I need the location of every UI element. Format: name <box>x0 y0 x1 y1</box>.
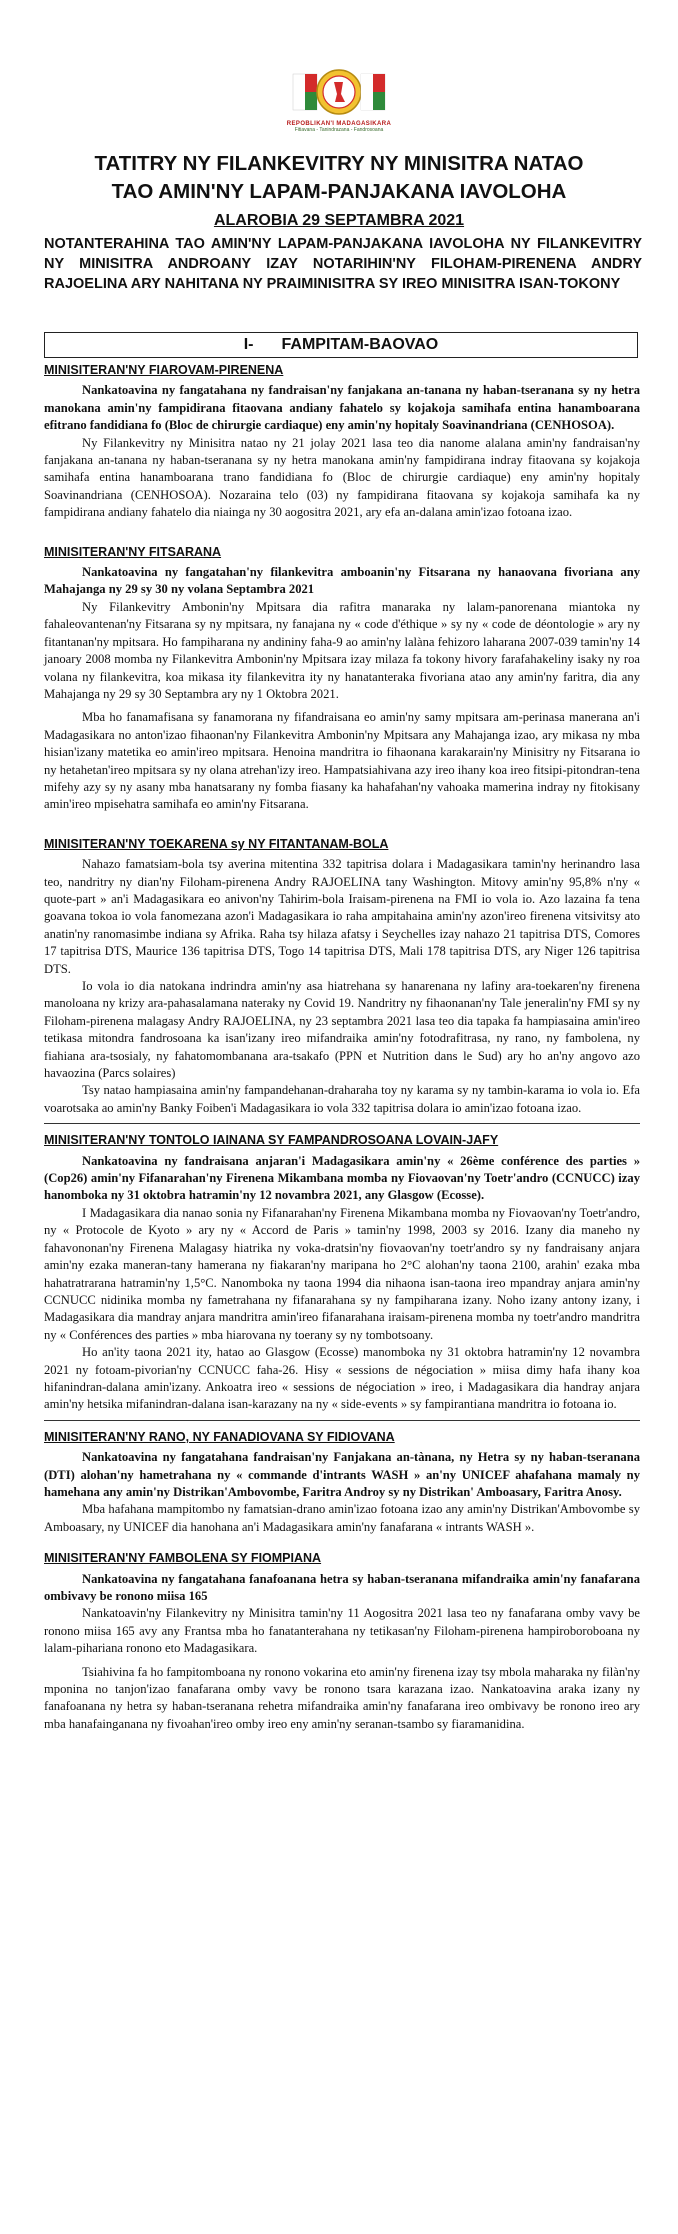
decision-lead: Nankatoavina ny fangatahan'ny filankevitra amboanin'ny Fitsarana ny hanaovana fivoriana any Mahajanga ny 29 sy 30 ny volana Septambra 2021 <box>44 565 640 597</box>
ministry-heading: MINISITERAN'NY RANO, NY FANADIOVANA SY FIDIOVANA <box>44 1429 395 1444</box>
ministry-block-defense <box>44 362 640 522</box>
decision-lead: Nankatoavina ny fangatahana fanafoanana hetra sy haban-tseranana mifandraika amin'ny fanafarana ombivavy be ronono miisa 165 <box>44 1571 640 1603</box>
ministry-block-environment <box>44 1132 640 1414</box>
ministry-block-justice <box>44 544 640 814</box>
decision-lead: Nankatoavina ny fandraisana anjaran'i Madagasikara amin'ny « 26ème conférence des parties » (Cop26) amin'ny Fifanarahan'ny Firenena Mikambana momba ny Fiovaovan'ny Toetr'andro (CCNUCC) izay hanomboka ny 31 oktobra hatramin'ny 12 novambra 2021, any Glasgow (Ecosse). <box>44 1153 640 1203</box>
intro-statement: NOTANTERAHINA TAO AMIN'NY LAPAM-PANJAKANA IAVOLOHA NY FILANKEVITRY NY MINISITRA ANDROANY IZAY NOTARIHIN'NY FILOHAM-PIRENENA ANDRY RAJOELINA ARY NAHITANA NY PRAIMINISITRA SY IREO MINISITRA ISAN-TOKONY <box>44 236 642 292</box>
ministry-heading: MINISITERAN'NY FAMBOLENA SY FIOMPIANA <box>44 1551 322 1566</box>
body-paragraph: I Madagasikara dia nanao sonia ny Fifanarahan'ny Firenena Mikambana momba ny Fiovaovan'ny Toetr'andro, ny « Protocole de Kyoto » ary ny « Accord de Paris » tamin'ny 1998, 2003 sy 2016. Izany dia maneho ny fahavononan'ny Firenena Malagasy hiatrika ny voka-dratsin'ny fiovaovan'ny toetr'andro sy ny fandraisany anjara amin'ny ezaka maneran-tany hamerana ny fiakaran'ny maripana ho 2°C alohan'ny taona 2100, arahin' ezaka mba hahatratrarana hatramin'ny 1,5°C. Nanomboka ny taona 1994 dia nihaona isan-taona ireo mpandray anjara amin'ny CCNUCC nidinika momba ny fametrahana ny fifanarahana sy ny fampiharana izany. Noho izany antony izany, i Madagasikara dia mandray anjara mandritra amin'ireo fifanarahana iraisam-pirenena momba ny toetr'andro mandritra ny « Conférences des parties » mba hiarovana ny toerany sy ny tombotsoany. <box>44 1205 640 1342</box>
ministry-list <box>44 362 640 1733</box>
page-title <box>40 150 638 206</box>
section-number: I- <box>243 336 254 353</box>
body-paragraph: Nahazo famatsiam-bola tsy averina mitentina 332 tapitrisa dolara i Madagasikara tamin'ny herinandro lasa teo, nandritry ny dian'ny Filoham-pirenena Andry RAJOELINA tany Washington. Mitovy amin'ny 95,8% n'ny « quote-part » an'i Madagasikara eo anivon'ny Tahirim-bola Iraisam-pirenena na FMI io vola io. Azo lazaina fa tena goavana tokoa io vola fanomezana azon'i Madagasikara io raha ampitahaina amin'ny azon'ireo firenena vitsivitsy ato anatin'ny ranomasimbe indiana sy Afrika. Raha tsy hilaza afatsy i Seychelles izay nahazo 21 tapitrisa DTS, Comores 17 tapitrisa DTS, Maurice 136 tapitrisa DTS, Togo 14 tapitrisa DTS, Mali 178 tapitrisa DTS, ary Niger 126 tapitrisa DTS. <box>44 857 640 976</box>
ministry-block-water <box>44 1429 640 1536</box>
body-paragraph: Tsy natao hampiasaina amin'ny fampandehanan-draharaha toy ny karama sy ny tambin-karama io vola io. Efa voarotsaka ao amin'ny Banky Foiben'i Madagasikara io vola 332 tapitrisa dolara io amin'izao fotoana izao. <box>44 1083 640 1115</box>
section-title: FAMPITAM-BAOVAO <box>281 336 439 353</box>
republic-name: REPOBLIKAN'I MADAGASIKARA <box>286 121 392 127</box>
meeting-date <box>40 212 638 230</box>
body-paragraph: Ho an'ity taona 2021 ity, hatao ao Glasgow (Ecosse) manomboka ny 31 oktobra hatramin'ny 12 novambra 2021 ny fotoam-pivorian'ny CCNUCC faha-26. Hisy « sessions de négociation » miisa dimy hafa ihany koa hifanindran-dalana amin'izany. Ankoatra ireo « sessions de négociation » ireo, i Madagasikara dia handray anjara amin'ny hetsika mifanindran-dalana isan-karazany na ny « side-events » sy fampirantiana mandritra io fotoana io. <box>44 1345 640 1412</box>
body-paragraph: Tsiahivina fa ho fampitomboana ny ronono vokarina eto amin'ny firenena izay tsy mbola maharaka ny filàn'ny mponina no tanjon'izao fanafarana omby vavy be ronono tsara karazana izao. Nankatoavina araka izany ny fanafoanana ny hetra sy haban-tseranana rehetra mifandraika amin'ny fanafarana ireo ombivavy be ronono ireo ary mba hanafainganana ny fivoahan'ireo omby ireo eny amin'ny seranan-tsambo sy fiaramanidina. <box>44 1664 640 1731</box>
section-heading <box>44 332 638 358</box>
title-line-1: TATITRY NY FILANKEVITRY NY MINISITRA NATAO <box>94 152 584 175</box>
date-text: ALAROBIA 29 SEPTAMBRA 2021 <box>213 212 465 229</box>
decision-lead: Nankatoavina ny fangatahana fandraisan'ny Fanjakana an-tànana, ny Hetra sy ny haban-tseranana (DTI) alohan'ny hametrahana ny « commande d'intrants WASH » an'ny UNICEF ahafahana mamaly ny hamehana any amin'ny Distrikan'Ambovombe, Faritra Androy sy ny Distrikan' Amboasary, Faritra Anosy. <box>44 1450 640 1499</box>
ministry-heading: MINISITERAN'NY FIAROVAM-PIRENENA <box>44 363 284 377</box>
body-paragraph: Mba ho fanamafisana sy fanamorana ny fifandraisana eo amin'ny samy mpitsara am-perinasa manerana an'i Madagasikara no anton'izao fihaonan'ny Filankevitra Ambonin'ny Mpitsara any Mahajanga izao, ary mikasa ny mba hisian'izany matetika eo amin'ireo mpitsara. Henoina mandritra io fihaonana karakarain'ny Minisitry ny Fitsarana io ny hetahetan'ireo mpitsara sy ny olana atrehan'izy ireo. Hampatsiahivana azy ireo ihany koa ireo fitsipi-pitondran-tena mifehy azy sy ny asany mba hanatsarany ny fomba fiasany ka hahafahan'ny vahoaka mamerina indray ny fitokisany amin'ireo mpisehatra samihafa eo amin'ny Fitsarana. <box>44 710 640 812</box>
body-paragraph: Ny Filankevitry Ambonin'ny Mpitsara dia rafitra manaraka ny lalam-panorenana miantoka ny fahaleovantenan'ny Fitsarana sy ny mpitsara, ny fanajana ny « code d'éthique » sy ny « code de déontologie » ary ny fitantanan'ny mpitsara. Ho fampiharana ny andininy faha-9 ao amin'ny lalàna fehizoro laharana 2007-039 tamin'ny 14 janoary 2008 momba ny Filankevitra Ambonin'ny Mpitsara izay milaza fa tokony hivory farafahakeliny isaky ny roa volana ny filankevitra, koa mikasa ity filankevitra ity ny hanatanteraka fivoriana atao any amin'ny faritra, dia any Mahajanga ny 29 sy 30 Septambra ary ny 1 Oktobra 2021. <box>44 599 640 701</box>
ministry-heading: MINISITERAN'NY FITSARANA <box>44 544 222 559</box>
national-motto: Fitiavana - Tanindrazana - Fandrosoana <box>294 127 384 133</box>
body-paragraph: Mba hafahana mampitombo ny famatsian-drano amin'izao fotoana izao any amin'ny Distrikan'Ambovombe sy Amboasary, ny UNICEF dia hanohana an'i Madagasikara amin'ny fanafarana « intrants WASH ». <box>44 1502 640 1534</box>
title-line-2: TAO AMIN'NY LAPAM-PANJAKANA IAVOLOHA <box>111 180 567 203</box>
national-emblem-icon <box>291 64 387 120</box>
body-paragraph: Nankatoavin'ny Filankevitry ny Minisitra tamin'ny 11 Aogositra 2021 lasa teo ny fanafarana omby vavy be ronono miisa 165 avy any Frantsa mba ho fanatanterahana ny tetikasan'ny Filoham-pirenena hampiroboroboana ny lalam-pihariana ronono eto Madagasikara. <box>44 1606 640 1656</box>
body-paragraph: Ny Filankevitry ny Minisitra natao ny 21 jolay 2021 lasa teo dia nanome alalana amin'ny fandraisan'ny fanjakana an-tanana ny haban-tseranana sy ny hetra manokana amin'ny fampidirana indray fitaovana sy kojakoja samihafa entina hanamboarana trano fandidiana fo (Bloc de chirurgie cardiaque) eny amin'ny hopitaly Soavinandriana (CENHOSOA). Nozaraina telo (03) ny fampidirana fitaovana sy kojakoja samihafa ka ny fampidirana andiany fahatelo dia niainga ny 30 aogositra 2021, ary efa an-dalana amin'izao fotoana izao. <box>44 435 640 520</box>
body-paragraph: Io vola io dia natokana indrindra amin'ny asa hiatrehana sy hanarenana ny lafiny ara-toekaren'ny firenena manoloana ny krizy ara-pahasalamana nateraky ny Covid 19. Nandritry ny fihaonanan'ny Tale jeneralin'ny FMI sy ny Filoham-pirenena malagasy Andry RAJOELINA, ny 23 septambra 2021 lasa teo dia tapaka fa hampiasaina amin'ireo tetikasa mitondra fandrosoana ka isan'izany ireo mifandraika amin'ny fotodrafitrasa, ny rano, ny fambolena, ny fiahiana ara-tsosialy, ny fahatomombanana ara-tsakafo (PPN et Nutrition dans le Sud) ary ho an'ny angovo azo havaozina (Parcs solaires) <box>44 979 640 1081</box>
ministry-heading: MINISITERAN'NY TONTOLO IAINANA SY FAMPANDROSOANA LOVAIN-JAFY <box>44 1133 499 1148</box>
ministry-block-agriculture <box>44 1550 640 1733</box>
divider <box>44 1420 640 1421</box>
ministry-block-economy <box>44 836 640 1118</box>
ministry-heading: MINISITERAN'NY TOEKARENA sy NY FITANTANAM-BOLA <box>44 836 389 851</box>
header-logo <box>0 64 678 133</box>
divider <box>44 1123 640 1124</box>
decision-lead: Nankatoavina ny fangatahana ny fandraisan'ny fanjakana an-tanana ny haban-tseranana sy ny hetra manokana amin'ny fampidirana fitaovana andiany fahatelo sy kojakoja samihafa entina hanamboarana efitrano fandidiana fo (Bloc de chirurgie cardiaque) eny amin'ny hopitaly Soavinandriana (CENHOSOA). <box>44 383 640 433</box>
